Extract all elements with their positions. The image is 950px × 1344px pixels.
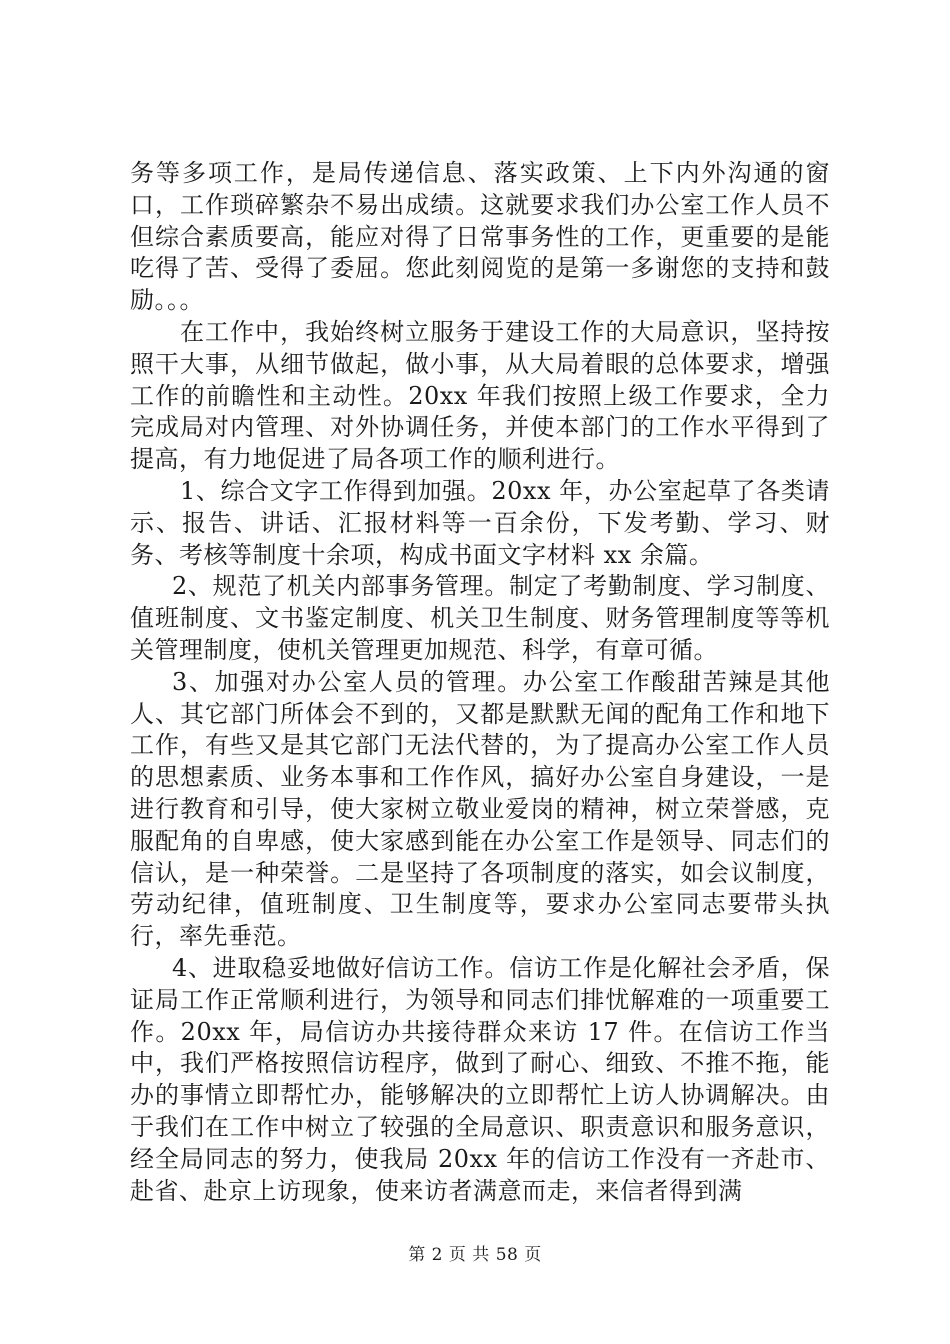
paragraph-work-overview: 在工作中，我始终树立服务于建设工作的大局意识，坚持按照干大事，从细节做起，做小事，从大局着眼的总体要求，增强工作的前瞻性和主动性。20xx 年我们按照上级工作要求，全力完成局对内管理、对外协调任务，并使本部门的工作水平得到了提高，有力地促进了局各项工作的顺利进行。 — [130, 317, 830, 474]
paragraph-item-3: 3、加强对办公室人员的管理。办公室工作酸甜苦辣是其他人、其它部门所体会不到的，又都是默默无闻的配角工作和地下工作，有些又是其它部门无法代替的，为了提高办公室工作人员的思想素质、业务本事和工作作风，搞好办公室自身建设，一是进行教育和引导，使大家树立敬业爱岗的精神，树立荣誉感，克服配角的自卑感，使大家感到能在办公室工作是领导、同志们的信认，是一种荣誉。二是坚持了各项制度的落实，如会议制度，劳动纪律，值班制度、卫生制度等，要求办公室同志要带头执行，率先垂范。 — [130, 667, 830, 951]
paragraph-item-1: 1、综合文字工作得到加强。20xx 年，办公室起草了各类请示、报告、讲话、汇报材料等一百余份，下发考勤、学习、财务、考核等制度十余项，构成书面文字材料 xx 余篇。 — [130, 476, 830, 569]
document-body — [130, 158, 830, 1207]
paragraph-item-4: 4、进取稳妥地做好信访工作。信访工作是化解社会矛盾，保证局工作正常顺利进行，为领导和同志们排忧解难的一项重要工作。20xx 年，局信访办共接待群众来访 17 件。在信访工作当中，我们严格按照信访程序，做到了耐心、细致、不推不拖，能办的事情立即帮忙办，能够解决的立即帮忙上访人协调解决。由于我们在工作中树立了较强的全局意识、职责意识和服务意识，经全局同志的努力，使我局 20xx 年的信访工作没有一齐赴市、赴省、赴京上访现象，使来访者满意而走，来信者得到满 — [130, 953, 830, 1205]
paragraph-continuation: 务等多项工作，是局传递信息、落实政策、上下内外沟通的窗口，工作琐碎繁杂不易出成绩。这就要求我们办公室工作人员不但综合素质要高，能应对得了日常事务性的工作，更重要的是能吃得了苦、受得了委屈。您此刻阅览的是第一多谢您的支持和鼓励。。。 — [130, 159, 830, 315]
paragraph-item-2: 2、规范了机关内部事务管理。制定了考勤制度、学习制度、值班制度、文书鉴定制度、机关卫生制度、财务管理制度等等机关管理制度，使机关管理更加规范、科学，有章可循。 — [130, 572, 830, 664]
page-footer: 第 2 页 共 58 页 — [408, 1245, 542, 1265]
